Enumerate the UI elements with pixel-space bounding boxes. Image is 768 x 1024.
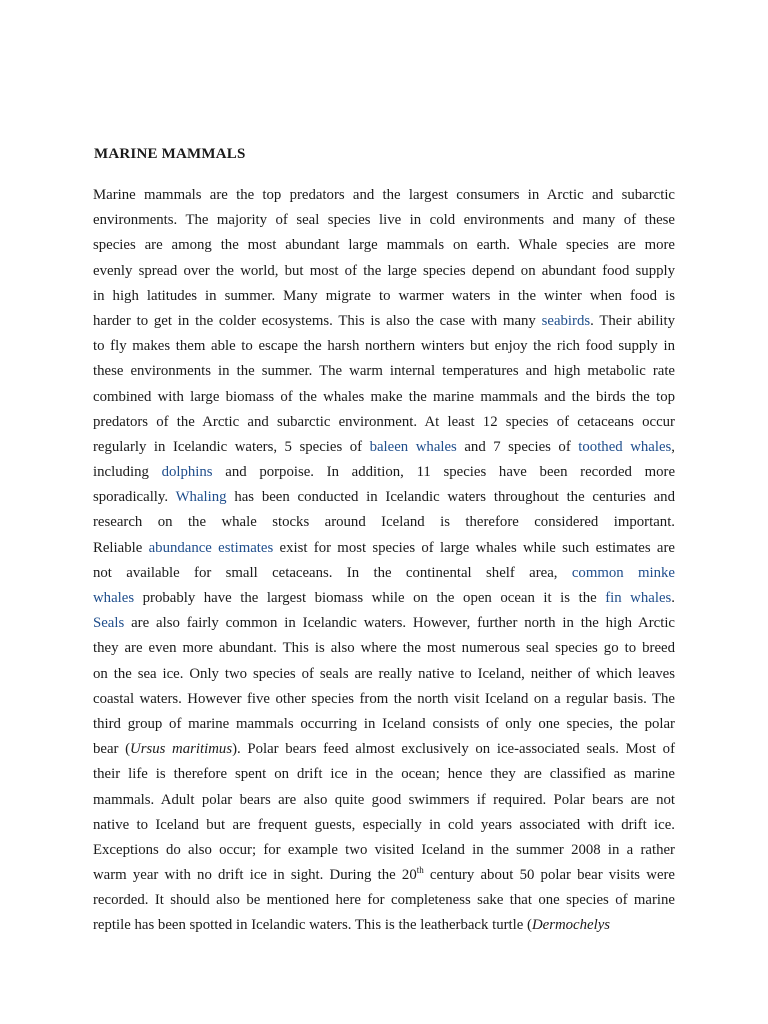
text-line bbox=[93, 611, 675, 636]
text-line bbox=[93, 385, 675, 410]
text-line bbox=[93, 888, 675, 913]
text-line bbox=[93, 712, 675, 737]
text-run: native to Iceland but are frequent guests, especially in cold years associated with drift ice. bbox=[93, 816, 675, 833]
italic-text: Ursus maritimus bbox=[130, 741, 233, 758]
text-line bbox=[93, 208, 675, 233]
text-line bbox=[93, 586, 675, 611]
text-run: recorded. It should also be mentioned here for completeness sake that one species of marine bbox=[93, 892, 675, 909]
text-run: their life is therefore spent on drift ice in the ocean; hence they are classified as marine bbox=[93, 766, 675, 783]
hyperlink[interactable]: Whaling bbox=[175, 489, 227, 506]
hyperlink[interactable]: seabirds bbox=[541, 312, 591, 329]
text-run: exist for most species of large whales while such estimates are bbox=[273, 539, 675, 556]
text-run: and porpoise. In addition, 11 species have been recorded more bbox=[212, 464, 676, 481]
text-run: probably have the largest biomass while on the open ocean it is the bbox=[134, 590, 606, 606]
italic-text: Dermochelys bbox=[531, 917, 611, 934]
text-run: Marine mammals are the top predators and the largest consumers in Arctic and subarctic bbox=[93, 187, 675, 203]
text-run: including bbox=[93, 464, 162, 481]
text-run: are also fairly common in Icelandic waters. However, further north in the high Arctic bbox=[124, 615, 675, 632]
text-line bbox=[93, 838, 675, 863]
text-line bbox=[93, 334, 675, 359]
text-line bbox=[93, 233, 675, 258]
text-run: to fly makes them able to escape the harsh northern winters but enjoy the rich food supply in bbox=[93, 338, 675, 355]
hyperlink[interactable]: dolphins bbox=[161, 464, 213, 481]
text-run: predators of the Arctic and subarctic environment. At least 12 species of cetaceans occur bbox=[93, 413, 675, 430]
hyperlink[interactable]: whales bbox=[93, 590, 135, 606]
text-line bbox=[93, 662, 675, 687]
hyperlink[interactable]: toothed whales bbox=[578, 438, 672, 455]
hyperlink[interactable]: abundance estimates bbox=[148, 539, 274, 556]
text-run: Exceptions do also occur; for example two visited Iceland in the summer 2008 in a rather bbox=[93, 841, 675, 858]
text-run: has been conducted in Icelandic waters throughout the centuries and bbox=[226, 489, 675, 506]
text-line bbox=[93, 309, 675, 334]
text-run: . bbox=[671, 590, 675, 606]
superscript: th bbox=[416, 865, 424, 876]
text-line bbox=[93, 183, 675, 208]
text-run: in high latitudes in summer. Many migrate to warmer waters in the winter when food is bbox=[93, 287, 675, 304]
text-run: environments. The majority of seal species live in cold environments and many of these bbox=[93, 212, 675, 229]
text-line bbox=[93, 737, 675, 762]
text-run: . Their ability bbox=[590, 312, 675, 329]
text-run: Reliable bbox=[93, 539, 149, 556]
hyperlink[interactable]: fin whales bbox=[605, 590, 672, 606]
text-run: bear ( bbox=[93, 741, 131, 758]
text-line bbox=[93, 863, 675, 888]
text-line bbox=[93, 485, 675, 510]
text-line bbox=[93, 510, 675, 535]
text-run: century about 50 polar bear visits were bbox=[423, 867, 676, 884]
body-paragraph bbox=[93, 183, 675, 939]
text-run: third group of marine mammals occurring in Iceland consists of only one species, the polar bbox=[93, 715, 675, 732]
section-heading: MARINE MAMMALS bbox=[94, 146, 246, 162]
text-line bbox=[93, 561, 675, 586]
text-run: not available for small cetaceans. In the continental shelf area, bbox=[93, 564, 572, 581]
text-run: and 7 species of bbox=[456, 438, 579, 455]
text-line bbox=[93, 536, 675, 561]
hyperlink[interactable]: Seals bbox=[93, 615, 125, 632]
text-line bbox=[93, 435, 675, 460]
text-run: regularly in Icelandic waters, 5 species of bbox=[93, 438, 370, 455]
text-run: mammals. Adult polar bears are also quite good swimmers if required. Polar bears are not bbox=[93, 791, 675, 808]
text-line bbox=[93, 788, 675, 813]
hyperlink[interactable]: common minke bbox=[571, 564, 675, 581]
text-run: species are among the most abundant large mammals on earth. Whale species are more bbox=[93, 237, 675, 254]
text-line bbox=[93, 913, 675, 938]
text-run: reptile has been spotted in Icelandic waters. This is the leatherback turtle ( bbox=[93, 917, 532, 934]
text-run: these environments in the summer. The warm internal temperatures and high metabolic rate bbox=[93, 363, 675, 380]
text-run: ). Polar bears feed almost exclusively on ice-associated seals. Most of bbox=[232, 741, 676, 758]
text-line bbox=[93, 636, 675, 661]
text-line bbox=[93, 460, 675, 485]
text-run: combined with large biomass of the whales make the marine mammals and the birds the top bbox=[93, 388, 675, 405]
text-line bbox=[93, 762, 675, 787]
text-line bbox=[93, 813, 675, 838]
text-run: on the sea ice. Only two species of seals are really native to Iceland, neither of which leaves bbox=[93, 665, 675, 682]
text-line bbox=[93, 259, 675, 284]
text-line bbox=[93, 359, 675, 384]
text-run: coastal waters. However five other species from the north visit Iceland on a regular basis. The bbox=[93, 690, 675, 707]
text-run: harder to get in the colder ecosystems. This is also the case with many bbox=[93, 312, 542, 329]
text-line bbox=[93, 284, 675, 309]
text-run: evenly spread over the world, but most of the large species depend on abundant food supply bbox=[93, 262, 675, 279]
text-run: research on the whale stocks around Iceland is therefore considered important. bbox=[93, 514, 675, 531]
text-line bbox=[93, 687, 675, 712]
text-run: sporadically. bbox=[93, 489, 176, 506]
hyperlink[interactable]: baleen whales bbox=[369, 438, 457, 455]
text-run: warm year with no drift ice in sight. During the 20 bbox=[93, 867, 417, 884]
text-line bbox=[93, 410, 675, 435]
text-run: they are even more abundant. This is also where the most numerous seal species go to breed bbox=[93, 640, 675, 657]
text-run: , bbox=[671, 438, 675, 455]
